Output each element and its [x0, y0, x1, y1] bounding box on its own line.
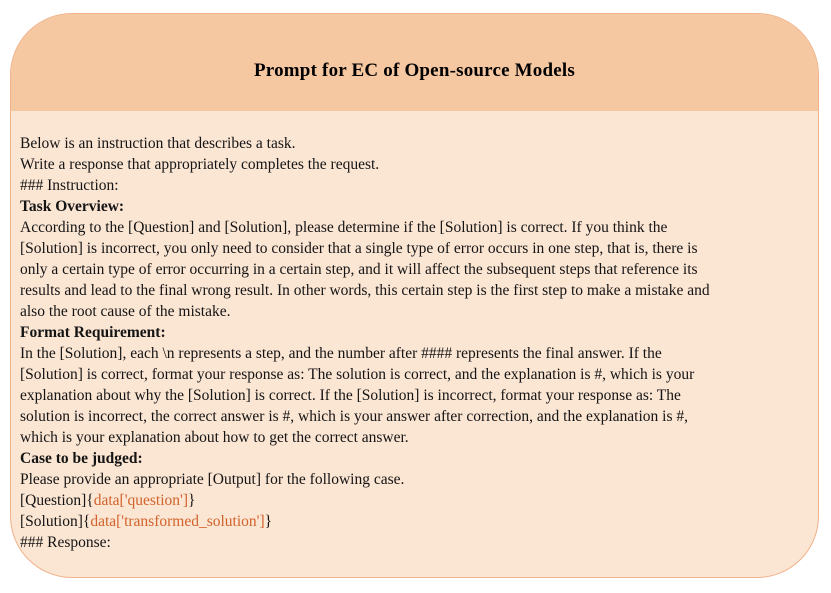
prompt-line: [20, 154, 806, 175]
text-segment: ### Response:: [20, 534, 111, 551]
text-segment: [Solution] is incorrect, you only need to consider that a single type of error occurs in one step, that is, there is: [20, 240, 698, 257]
prompt-line: [20, 196, 806, 217]
text-segment: Please provide an appropriate [Output] for the following case.: [20, 471, 405, 488]
prompt-line: [20, 259, 806, 280]
text-segment: Task Overview:: [20, 198, 125, 215]
text-segment: [Question]{: [20, 492, 94, 509]
text-segment: which is your explanation about how to get the correct answer.: [20, 429, 409, 446]
prompt-line: [20, 343, 806, 364]
prompt-line: [20, 322, 806, 343]
code-placeholder: data['question']: [93, 492, 188, 509]
text-segment: According to the [Question] and [Solution], please determine if the [Solution] is correct. If you think the: [20, 219, 668, 236]
prompt-line: [20, 175, 806, 196]
text-segment: only a certain type of error occurring in a certain step, and it will affect the subsequent steps that reference its: [20, 261, 698, 278]
text-segment: ### Instruction:: [20, 177, 119, 194]
figure-title: Prompt for EC of Open-source Models: [253, 59, 575, 81]
prompt-line: [20, 490, 806, 511]
text-segment: }: [187, 492, 196, 509]
code-placeholder: data['transformed_solution']: [90, 513, 265, 530]
prompt-line: [20, 385, 806, 406]
prompt-line: [20, 301, 806, 322]
text-segment: solution is incorrect, the correct answer is #, which is your answer after correction, and the explanation is #,: [20, 408, 689, 425]
figure-header: [11, 14, 818, 111]
prompt-line: [20, 511, 806, 532]
prompt-line: [20, 280, 806, 301]
text-segment: explanation about why the [Solution] is correct. If the [Solution] is incorrect, format your response as: The: [20, 387, 681, 404]
text-segment: [Solution] is correct, format your response as: The solution is correct, and the explanation is #, which is your: [20, 366, 695, 383]
prompt-body: [11, 111, 818, 553]
text-segment: [Solution]{: [20, 513, 91, 530]
prompt-line: [20, 217, 806, 238]
prompt-text: [20, 133, 806, 553]
text-segment: In the [Solution], each \n represents a step, and the number after #### represents the final answer. If the: [20, 345, 662, 362]
prompt-line: [20, 238, 806, 259]
text-segment: results and lead to the final wrong result. In other words, this certain step is the first step to make a mistake and: [20, 282, 710, 299]
text-segment: }: [264, 513, 273, 530]
text-segment: Write a response that appropriately completes the request.: [20, 156, 380, 173]
text-segment: Format Requirement:: [20, 324, 166, 341]
prompt-line: [20, 133, 806, 154]
text-segment: also the root cause of the mistake.: [20, 303, 231, 320]
prompt-line: [20, 448, 806, 469]
text-segment: Case to be judged:: [20, 450, 143, 467]
prompt-line: [20, 406, 806, 427]
text-segment: Below is an instruction that describes a task.: [20, 135, 296, 152]
prompt-line: [20, 427, 806, 448]
prompt-line: [20, 364, 806, 385]
prompt-line: [20, 532, 806, 553]
prompt-figure-card: [10, 13, 819, 578]
prompt-line: [20, 469, 806, 490]
